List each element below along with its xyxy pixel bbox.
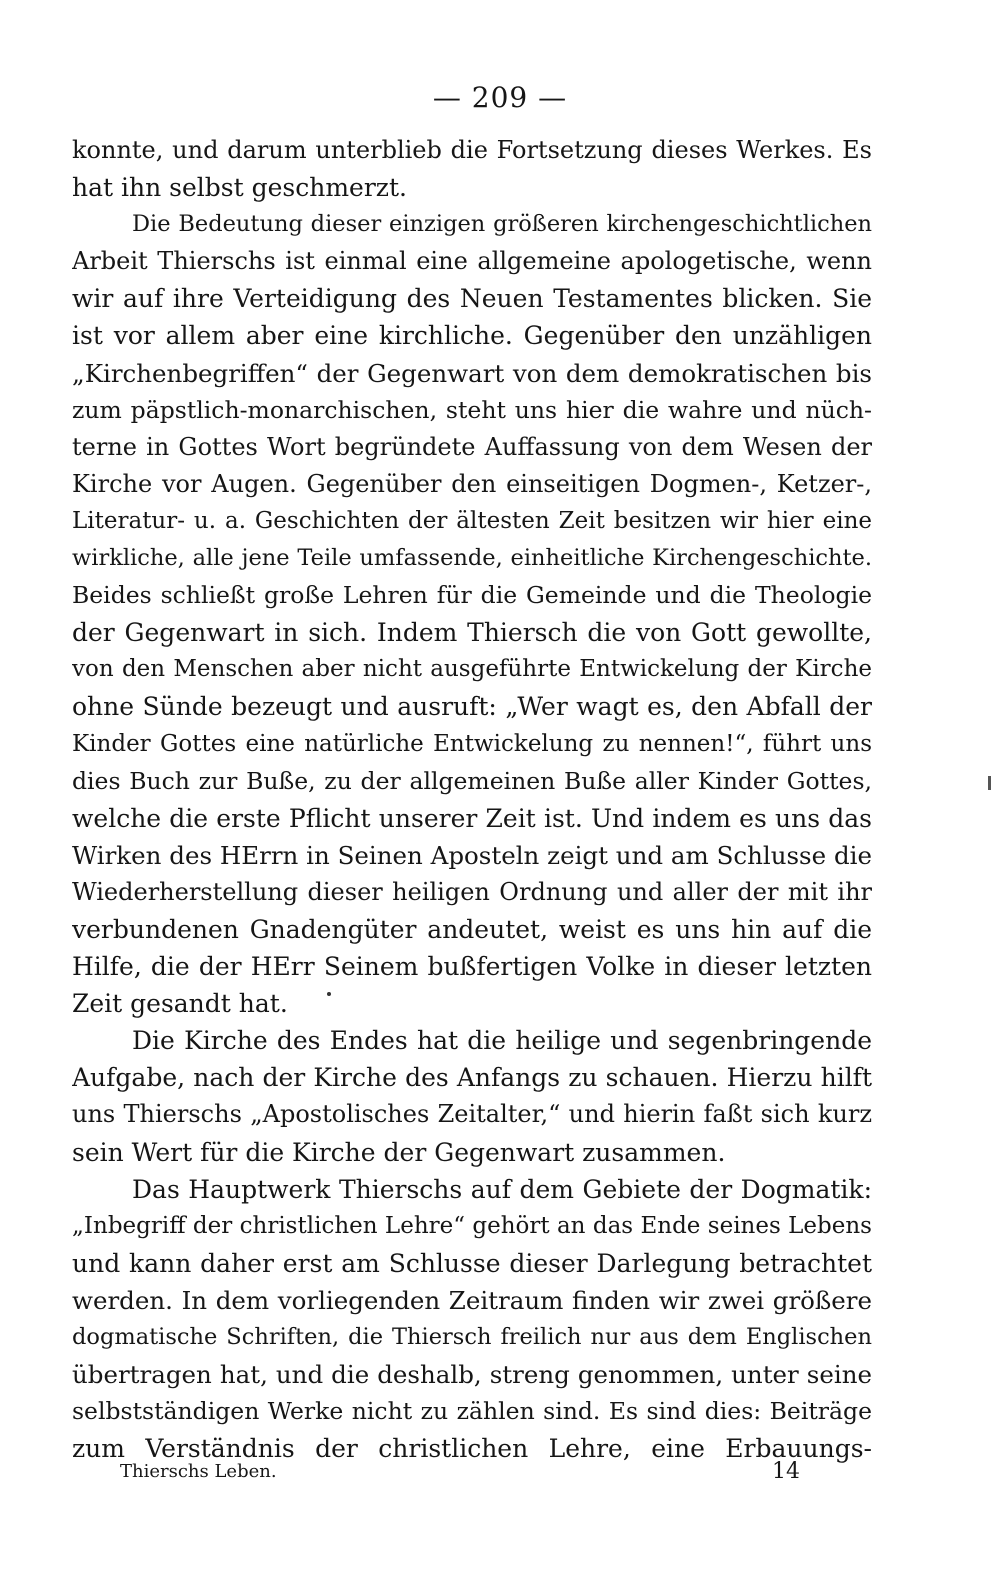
text-line: hat ihn selbst geschmerzt.: [72, 173, 407, 203]
text-line: zum päpstlich-monarchischen, steht uns hier die wahre und nüch-: [72, 395, 872, 424]
text-line: sein Wert für die Kirche der Gegenwart zusammen.: [72, 1137, 726, 1167]
text-line: der Gegenwart in sich. Indem Thiersch die von Gott gewollte,: [72, 618, 872, 648]
text-line: Beides schließt große Lehren für die Gemeinde und die Theologie: [72, 581, 872, 610]
margin-mark: [988, 776, 991, 790]
ink-speck: [327, 992, 331, 996]
text-line: selbstständigen Werke nicht zu zählen sind. Es sind dies: Beiträge: [72, 1397, 872, 1426]
text-line: Kinder Gottes eine natürliche Entwickelung zu nennen!“, führt uns: [72, 730, 872, 757]
text-line: terne in Gottes Wort begründete Auffassung von dem Wesen der: [72, 432, 872, 461]
page-number: — 209 —: [432, 81, 568, 114]
text-line: Die Kirche des Endes hat die heilige und segenbringende: [132, 1026, 872, 1056]
text-line: Zeit gesandt hat.: [72, 989, 288, 1019]
text-line: Wirken des HErrn in Seinen Aposteln zeigt und am Schlusse die: [72, 840, 872, 870]
text-line: dogmatische Schriften, die Thiersch freilich nur aus dem Englischen: [72, 1324, 872, 1350]
text-line: dies Buch zur Buße, zu der allgemeinen Buße aller Kinder Gottes,: [72, 766, 872, 795]
text-line: Arbeit Thierschs ist einmal eine allgemeine apologetische, wenn: [72, 247, 872, 276]
text-line: Aufgabe, nach der Kirche des Anfangs zu schauen. Hierzu hilft: [72, 1063, 872, 1093]
text-line: und kann daher erst am Schlusse dieser Darlegung betrachtet: [72, 1248, 872, 1278]
text-line: Wiederherstellung dieser heiligen Ordnung und aller der mit ihr: [72, 877, 872, 906]
page-footer: [120, 1456, 800, 1488]
text-line: werden. In dem vorliegenden Zeitraum finden wir zwei größere: [72, 1285, 872, 1315]
text-line: verbundenen Gnadengüter andeutet, weist es uns hin auf die: [72, 914, 872, 944]
text-line: Das Hauptwerk Thierschs auf dem Gebiete der Dogmatik:: [132, 1174, 872, 1204]
text-line: von den Menschen aber nicht ausgeführte Entwickelung der Kirche: [72, 656, 872, 683]
text-line: zum Verständnis der christlichen Lehre, eine Erbauungs-: [72, 1434, 872, 1464]
text-line: übertragen hat, und die deshalb, streng genommen, unter seine: [72, 1360, 872, 1390]
text-line: wirkliche, alle jene Teile umfassende, einheitliche Kirchengeschichte.: [72, 545, 872, 572]
footer-sheet-number: 14: [772, 1459, 800, 1484]
text-line: konnte, und darum unterblieb die Fortsetzung dieses Werkes. Es: [72, 136, 872, 164]
body-text: [72, 132, 872, 1467]
text-line: Hilfe, die der HErr Seinem bußfertigen Volke in dieser letzten: [72, 952, 872, 982]
text-line: Literatur- u. a. Geschichten der ältesten Zeit besitzen wir hier eine: [72, 507, 872, 534]
text-line: welche die erste Pflicht unserer Zeit ist. Und indem es uns das: [72, 803, 872, 833]
text-line: „Kirchenbegriffen“ der Gegenwart von dem demokratischen bis: [72, 358, 872, 388]
footer-signature: Thierschs Leben.: [120, 1461, 277, 1482]
text-line: wir auf ihre Verteidigung des Neuen Testamentes blicken. Sie: [72, 284, 872, 314]
text-line: ohne Sünde bezeugt und ausruft: „Wer wagt es, den Abfall der: [72, 692, 872, 722]
text-line: „Inbegriff der christlichen Lehre“ gehört an das Ende seines Lebens: [72, 1212, 872, 1239]
text-line: Die Bedeutung dieser einzigen größeren kirchengeschichtlichen: [132, 211, 872, 238]
text-line: ist vor allem aber eine kirchliche. Gegenüber den unzähligen: [72, 321, 872, 351]
text-line: Kirche vor Augen. Gegenüber den einseitigen Dogmen-, Ketzer-,: [72, 469, 872, 498]
text-line: uns Thierschs „Apostolisches Zeitalter,“ und hierin faßt sich kurz: [72, 1100, 872, 1129]
